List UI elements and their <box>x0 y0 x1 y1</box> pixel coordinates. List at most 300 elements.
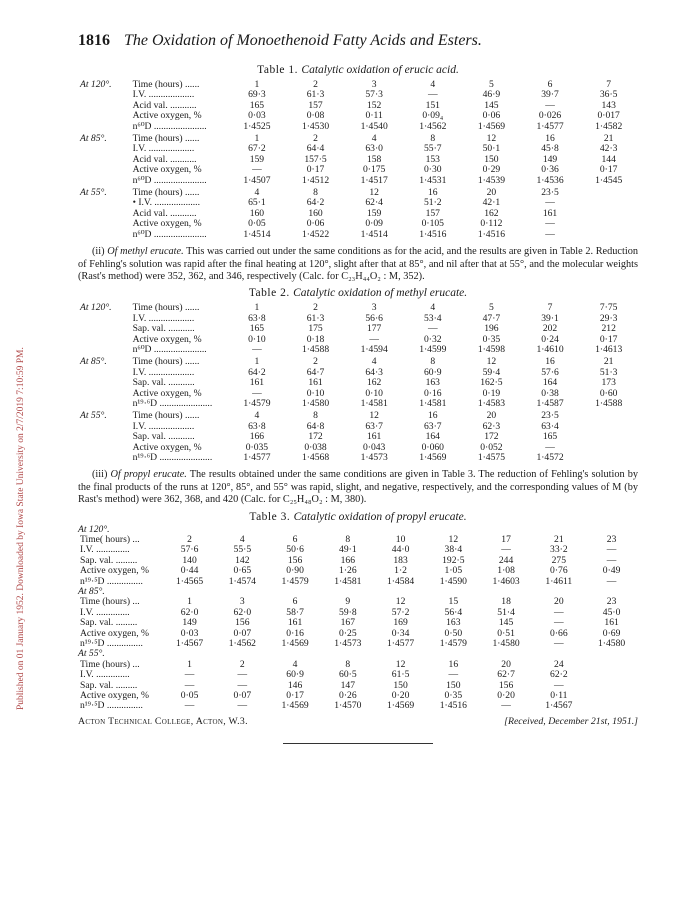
row-label: Time (hours) ...... <box>132 410 200 422</box>
table-cell: 1 <box>254 79 260 90</box>
table-cell: — <box>606 554 617 566</box>
table-cell: 166 <box>340 554 356 566</box>
table-cell: — <box>554 638 564 650</box>
table1-caption <box>78 64 638 76</box>
table-cell: — <box>237 700 248 712</box>
table-cell: 62·2 <box>550 669 568 681</box>
temperature-label <box>78 389 131 399</box>
table-cell: 1·4568 <box>301 452 330 463</box>
table-cell: 62·7 <box>497 669 515 681</box>
temperature-label: At 55°. <box>78 648 105 660</box>
table-cell: — <box>501 700 511 712</box>
page-header <box>78 32 638 50</box>
row-label: Acid val. ........... <box>132 207 197 219</box>
table-cell: 3 <box>371 302 377 314</box>
table-cell: 4 <box>430 79 436 90</box>
table2 <box>78 301 638 463</box>
table-cell: — <box>554 679 564 691</box>
table-cell: 1·4610 <box>536 343 564 355</box>
table-cell: 1·4567 <box>545 700 573 712</box>
table-cell: 38·4 <box>444 544 463 556</box>
table-cell: 0·03 <box>248 110 266 122</box>
table-cell: 0·44 <box>180 565 199 577</box>
table-cell: — <box>184 679 195 691</box>
table-cell: 0·11 <box>365 110 383 122</box>
row-label: I.V. .............. <box>80 544 130 556</box>
table-cell: 51·4 <box>497 606 515 618</box>
table-cell: 163 <box>425 377 440 389</box>
table-row <box>78 301 638 313</box>
table-cell: 12 <box>486 133 497 145</box>
table-cell: 0·25 <box>339 627 357 639</box>
table-cell: 0·60 <box>599 387 618 399</box>
table-row <box>78 324 638 334</box>
table-cell: 12 <box>486 356 497 368</box>
table-cell: 157 <box>425 207 440 219</box>
row-label: Time (hours) ...... <box>132 187 200 199</box>
temperature-label <box>78 378 131 388</box>
table-cell: 0·32 <box>423 333 442 345</box>
table-cell: 3 <box>239 596 245 608</box>
table-cell: 0·36 <box>541 164 559 176</box>
table-cell: 23 <box>606 534 617 546</box>
row-label: Time (hours) ...... <box>132 133 200 145</box>
table-cell: 55·7 <box>423 143 442 155</box>
table-cell: 1·05 <box>444 565 463 577</box>
table-cell: 7 <box>606 79 612 90</box>
table-cell: 23 <box>606 596 617 608</box>
table-cell: 0·30 <box>423 164 442 176</box>
temperature-label <box>78 111 131 121</box>
temperature-label <box>78 165 131 175</box>
table-cell: 1·4581 <box>360 397 388 409</box>
table-cell: — <box>554 606 564 618</box>
table-cell: 177 <box>366 323 382 335</box>
table-cell: 0·18 <box>306 333 325 345</box>
table-cell: 63·8 <box>248 312 266 324</box>
table3-group <box>78 597 638 649</box>
table-cell: 21 <box>603 356 614 368</box>
table-cell: 6 <box>547 79 553 90</box>
temperature-label <box>78 90 131 100</box>
table-cell: 0·35 <box>482 333 501 345</box>
end-rule <box>283 743 433 744</box>
table-row <box>78 399 638 409</box>
table-cell: 0·17 <box>306 164 325 176</box>
table-cell: 149 <box>182 617 197 629</box>
temperature-label: At 120°. <box>80 302 112 314</box>
temperature-label: At 55°. <box>80 410 107 422</box>
table-cell <box>585 660 638 670</box>
table-cell: 192·5 <box>442 554 465 566</box>
row-label: n¹⁹·⁵D ............... <box>80 700 143 712</box>
row-label: Sap. val. ......... <box>80 617 138 629</box>
table-cell: 1·4512 <box>301 174 330 186</box>
table-cell: 1·4577 <box>243 452 271 463</box>
table-cell: 1·08 <box>497 565 515 577</box>
table-cell: 1·4522 <box>301 228 330 240</box>
table-cell: 64·7 <box>306 366 325 378</box>
table-cell: 44·0 <box>391 544 410 556</box>
row-label: Time (hours) ... <box>80 596 140 608</box>
table-cell: 63·7 <box>365 420 383 432</box>
table-cell: 20 <box>501 658 511 670</box>
table-cell: 64·4 <box>306 143 325 155</box>
table-cell: 20 <box>554 596 564 608</box>
table-row <box>78 639 638 649</box>
table-cell: 183 <box>393 554 408 566</box>
table-row <box>78 355 638 367</box>
table-cell: 1·4540 <box>360 120 388 132</box>
table3-group <box>78 535 638 587</box>
running-title: The Oxidation of Monoethenoid Fatty Acids and Esters. <box>124 32 482 49</box>
row-label: Time (hours) ... <box>80 658 140 670</box>
table-cell: 16 <box>545 133 555 145</box>
table-cell: 152 <box>366 99 382 111</box>
table-cell: 0·66 <box>550 627 568 639</box>
table3-caption <box>78 511 638 523</box>
table-cell: 0·035 <box>245 441 269 453</box>
table-cell: 50·6 <box>286 544 304 556</box>
table-row <box>78 176 638 186</box>
table-cell: — <box>545 218 555 230</box>
temperature-label <box>78 422 131 432</box>
table1-label: Table 1. <box>257 64 299 76</box>
table-cell: 63·7 <box>423 420 442 432</box>
table-cell: 57·6 <box>541 366 559 378</box>
table-cell: 8 <box>313 187 318 199</box>
paragraph-methyl-erucate: (ii) Of methyl erucate. This was carried out under the same conditions as for the acid, and the results are given in Table 2. Reduction of Fehling's solution was rapid after the final heating at 120°, slight after that at 85°, and nil after that at 55°, and the molecular weights (Rast's method) were 352, 362, and 346, respectively (Calc. for C₂₃H₄₄O₂ : M, 352). <box>78 246 639 282</box>
temperature-label <box>78 335 131 345</box>
table-cell: 0·90 <box>286 565 304 577</box>
table-cell: 62·4 <box>365 197 383 209</box>
table-cell: 60·9 <box>423 366 442 378</box>
table-cell: 1·4583 <box>477 397 505 409</box>
table-cell: 45·8 <box>541 143 559 155</box>
table-cell: 150 <box>446 679 461 691</box>
table-cell: 1·4574 <box>228 575 256 587</box>
table-cell: 156 <box>287 554 303 566</box>
table-cell: 1·4581 <box>419 397 447 409</box>
table-cell: 21 <box>554 534 564 546</box>
table-cell <box>579 453 638 463</box>
table-cell: 47·7 <box>482 312 501 324</box>
table-cell: 1·4569 <box>419 452 447 463</box>
table-cell: 4 <box>292 658 298 670</box>
table-cell: 1·4562 <box>228 638 256 650</box>
table-cell: 4 <box>371 356 377 368</box>
table-cell: 0·175 <box>362 164 386 176</box>
table-cell: 159 <box>366 207 382 219</box>
table-cell: 162 <box>484 207 499 219</box>
table-row <box>78 230 638 240</box>
temperature-label: At 85°. <box>78 586 105 598</box>
table-cell: 165 <box>542 431 558 443</box>
row-label: n⁶⁰D ...................... <box>132 343 207 355</box>
table-cell: 1·4577 <box>386 638 415 650</box>
table-cell <box>585 701 638 711</box>
table-cell: 2 <box>239 658 245 670</box>
table-cell: 5 <box>489 79 494 90</box>
table-cell: 6 <box>292 596 298 608</box>
table3-title: Catalytic oxidation of propyl erucate. <box>293 510 467 523</box>
table-cell: 0·65 <box>233 565 252 577</box>
table-cell: 4 <box>430 302 436 314</box>
table-cell: 161 <box>366 431 382 443</box>
table-cell: 145 <box>498 617 514 629</box>
table-cell: — <box>237 679 248 691</box>
table-cell: — <box>237 669 248 681</box>
table-cell: 51·2 <box>423 197 442 209</box>
table-cell: 57·2 <box>391 606 410 618</box>
table-cell: 0·16 <box>423 387 442 399</box>
table-cell: 16 <box>427 187 438 199</box>
table-cell: 165 <box>249 99 265 111</box>
temperature-label <box>78 324 131 334</box>
page <box>78 32 638 744</box>
table-cell: — <box>427 323 438 335</box>
row-label: Active oxygen, % <box>132 333 202 345</box>
table-cell: 1·4570 <box>334 700 362 712</box>
table-cell: 60·9 <box>286 669 304 681</box>
row-label: I.V. .............. <box>80 606 130 618</box>
footer-received: [Received, December 21st, 1951.] <box>504 715 638 727</box>
temperature-label: At 85°. <box>80 356 107 368</box>
table-cell: 1·4579 <box>439 638 467 650</box>
table-cell: 0·08 <box>306 110 325 122</box>
table-cell: 0·03 <box>180 627 199 639</box>
table-cell: 162·5 <box>480 377 503 389</box>
table-cell: 1·4569 <box>281 700 309 712</box>
table-cell: 1·4530 <box>301 120 330 132</box>
table-cell: 12 <box>448 534 459 546</box>
table-cell: 2 <box>313 133 318 145</box>
table-cell: 162 <box>366 377 382 389</box>
table-cell: 167 <box>340 617 356 629</box>
row-label: Active oxygen, % <box>132 164 202 176</box>
table-cell: 8 <box>313 410 318 422</box>
table-cell: 23·5 <box>541 187 559 199</box>
table-cell: 0·17 <box>599 164 618 176</box>
temperature-label <box>78 101 131 111</box>
row-label: I.V. ................... <box>132 420 195 432</box>
table-cell <box>585 681 638 691</box>
table-cell: 62·0 <box>180 606 199 618</box>
row-label: Active oxygen, % <box>132 110 202 122</box>
table-cell: 0·10 <box>306 387 325 399</box>
temperature-label <box>78 230 131 240</box>
temperature-label <box>78 443 131 453</box>
table-cell: 57·6 <box>180 544 199 556</box>
table-cell: 150 <box>393 679 408 691</box>
table-cell: 61·3 <box>306 312 325 324</box>
temperature-label <box>78 314 131 324</box>
table-cell: 2 <box>313 356 318 368</box>
table-cell: 0·50 <box>444 627 463 639</box>
table-cell <box>585 691 638 701</box>
row-label: Time (hours) ...... <box>132 79 200 90</box>
table-cell: 0·026 <box>538 110 562 122</box>
table-cell: 157 <box>308 99 323 111</box>
table-row <box>78 453 638 463</box>
table-cell: 4 <box>254 410 260 422</box>
table-cell: 64·8 <box>306 420 325 432</box>
table-cell: 62·0 <box>233 606 252 618</box>
table-cell: 1·4531 <box>419 174 447 186</box>
table-cell: 157·5 <box>304 153 327 165</box>
table-cell: 69·3 <box>248 89 266 101</box>
table-cell: 53·4 <box>423 312 442 324</box>
table-cell: 2 <box>313 302 318 314</box>
table-cell: — <box>369 333 379 345</box>
table-cell: 166 <box>249 431 265 443</box>
table-cell: 0·69 <box>602 627 621 639</box>
table-cell: — <box>184 700 195 712</box>
table-cell: 1·4598 <box>477 343 505 355</box>
row-label: Acid val. ........... <box>132 99 197 111</box>
table-cell: — <box>252 343 262 355</box>
row-label: Sap. val. ........... <box>132 377 195 389</box>
table-cell: 143 <box>601 99 616 111</box>
row-label: Sap. val. ......... <box>80 554 138 566</box>
table-cell: 147 <box>340 679 356 691</box>
table-cell: 65·1 <box>248 197 266 209</box>
table-cell: 0·19 <box>482 387 501 399</box>
table-cell: 172 <box>484 431 499 443</box>
table-cell: — <box>545 228 555 240</box>
table-cell: 64·3 <box>365 366 383 378</box>
table-cell: 63·4 <box>541 420 559 432</box>
table-cell: 0·49 <box>602 565 621 577</box>
table-cell: 1 <box>254 302 260 314</box>
table-cell <box>579 186 638 198</box>
table2-caption <box>78 287 638 299</box>
row-label: Acid val. ........... <box>132 153 197 165</box>
table-cell: 1·4569 <box>386 700 415 712</box>
table-cell: — <box>554 617 564 629</box>
table-cell: 1·4580 <box>301 397 330 409</box>
table-cell: 6 <box>292 534 298 546</box>
table-cell: 169 <box>393 617 408 629</box>
table-cell: 1·26 <box>339 565 357 577</box>
table-cell: 60·5 <box>339 669 357 681</box>
table-cell: 1·4577 <box>536 120 564 132</box>
table-cell: 1·4567 <box>175 638 204 650</box>
table-cell: 0·060 <box>421 441 444 453</box>
table-cell: — <box>545 197 555 209</box>
table-cell: 1·4588 <box>301 343 330 355</box>
row-label: Active oxygen, % <box>132 218 202 230</box>
table-cell: 1·4569 <box>477 120 505 132</box>
table-cell: 172 <box>308 431 323 443</box>
table-cell: 161 <box>287 617 303 629</box>
table2-title: Catalytic oxidation of methyl erucate. <box>293 287 468 300</box>
temperature-label <box>78 432 131 442</box>
table-cell: 1 <box>187 596 192 608</box>
table-cell: 56·6 <box>365 312 383 324</box>
table-cell: 165 <box>249 323 265 335</box>
table-cell: 1·4517 <box>360 174 388 186</box>
table-cell: 16 <box>448 658 459 670</box>
table-cell: 0·038 <box>304 441 327 453</box>
temperature-label: At 120°. <box>78 523 110 535</box>
table-cell: 275 <box>551 554 567 566</box>
table-cell: — <box>427 89 438 101</box>
table-cell: 163 <box>446 617 461 629</box>
table-cell: 1·4587 <box>536 397 564 409</box>
table-cell: 202 <box>542 323 558 335</box>
temperature-label <box>78 155 131 165</box>
row-label: Active oxygen, % <box>132 387 202 399</box>
table-cell: 55·5 <box>233 544 252 556</box>
table-cell: 1·4525 <box>243 120 271 132</box>
table-cell: 0·11 <box>550 690 568 702</box>
table-cell: 151 <box>425 99 440 111</box>
table-row <box>78 701 638 711</box>
table-cell <box>579 432 638 442</box>
table-cell: 1·4611 <box>545 575 573 587</box>
table-cell: 1 <box>187 658 192 670</box>
table-cell: 17 <box>501 534 511 546</box>
table-cell: 8 <box>345 534 351 546</box>
table-cell: 16 <box>427 410 438 422</box>
table-cell: 142 <box>235 554 250 566</box>
table-row <box>78 345 638 355</box>
row-label: n¹⁹·⁵D ............... <box>80 575 143 587</box>
table-cell <box>579 230 638 240</box>
table-cell: 63·8 <box>248 420 266 432</box>
temperature-label <box>78 368 131 378</box>
table-cell: 1·4588 <box>595 397 623 409</box>
table-cell: 7 <box>547 302 553 314</box>
temperature-label <box>78 122 131 132</box>
table-cell: 1·4514 <box>243 228 271 240</box>
table-cell: 15 <box>448 596 459 608</box>
table-cell: 39·1 <box>541 312 559 324</box>
table-cell: 0·112 <box>480 218 503 230</box>
table-cell: 160 <box>249 207 265 219</box>
table-cell: 160 <box>308 207 323 219</box>
footer-affiliation: Acton Technical College, Acton, W.3. <box>78 715 248 727</box>
table-cell: 1·4569 <box>281 638 309 650</box>
table-cell: 1·4603 <box>492 575 520 587</box>
table-cell: 156 <box>235 617 250 629</box>
table-cell: 42·3 <box>599 143 618 155</box>
table-cell <box>579 219 638 229</box>
table-cell: 161 <box>249 377 265 389</box>
table-cell: 159 <box>249 153 265 165</box>
table-cell: 0·105 <box>421 218 444 230</box>
table-cell: 12 <box>395 658 406 670</box>
row-label: Sap. val. ......... <box>80 679 138 691</box>
row-label: I.V. ................... <box>132 89 195 101</box>
row-label: I.V. ................... <box>132 366 195 378</box>
table-cell: 0·10 <box>365 387 383 399</box>
table-cell: — <box>545 441 555 453</box>
table-row <box>78 378 638 388</box>
table-cell: 145 <box>484 99 499 111</box>
table-cell: 8 <box>430 133 436 145</box>
table-cell: 0·09 <box>365 218 383 230</box>
table-cell: 153 <box>425 153 440 165</box>
table-cell: 59·4 <box>482 366 501 378</box>
table-cell: — <box>448 669 459 681</box>
table-cell: 1 <box>254 356 260 368</box>
table-cell: 146 <box>287 679 303 691</box>
table-cell: 161 <box>308 377 323 389</box>
table-cell <box>585 670 638 680</box>
row-label: I.V. ................... <box>132 312 195 324</box>
